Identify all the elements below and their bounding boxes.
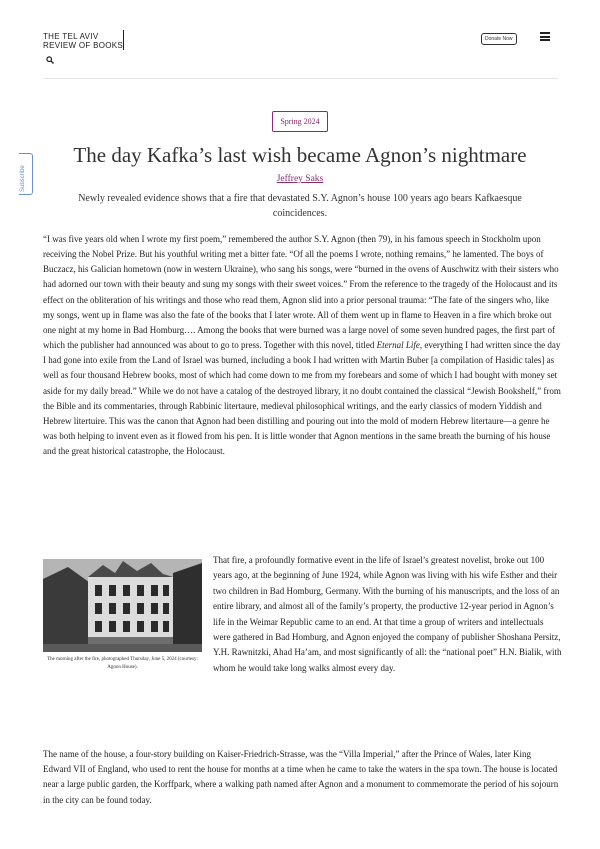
article-subtitle: Newly revealed evidence shows that a fire that devastated S.Y. Agnon’s house 100 years ago bears Kafkaesque coincidences.: [78, 193, 522, 219]
site-header: [43, 30, 558, 52]
logo-line-2: REVIEW OF BOOKS: [43, 41, 124, 50]
header-divider: [43, 78, 558, 79]
issue-season-badge[interactable]: Spring 2024: [272, 111, 328, 132]
article-photo: [43, 559, 202, 652]
book-title-italic: Eternal Life: [376, 340, 420, 351]
hamburger-menu-icon[interactable]: [540, 32, 550, 41]
search-icon[interactable]: [46, 56, 54, 64]
site-logo[interactable]: [43, 32, 123, 50]
logo-divider: [123, 30, 124, 50]
paragraph-1-text-b: , everything I had written since the day I had gone into exile from the Land of Israel was burned, including a book I had written with Martin Buber [a compilation of Hasidic tales] as well as four thousand Hebrew books, most of which had come down to me from my forebears and some of which I had bought with money set aside for my daily bread.” While we do not have a catalog of the destroyed library, it no doubt contained the classical “Jewish Bookshelf,” from the Bible and its commentaries, through Rabbinic litertaure, medieval philosophical writings, and the early classics of modern Yiddish and Hebrew litertuire. This was the canon that Agnon had been distilling and pouring out into the mold of modern Hebrew litertaure—a genre he was both helping to invent even as it flowed from his pen. It is little wonder that Agnon mentions in the same breath the burning of his house and the great historical catastrophe, the Holocaust.: [43, 340, 561, 457]
article-paragraph-3: The name of the house, a four-story building on Kaiser-Friedrich-Strasse, was the “Villa Imperial,” after the Prince of Wales, later King Edward VII of England, who used to rent the house for months at a time when he came to take the waters in the spa town. The house is located near a large public garden, the Korffpark, where a walking path named after Agnon and a monument to commemorate the period of his sojourn in the city can be found today.: [43, 749, 559, 805]
subscribe-label: Subscribe: [20, 165, 26, 192]
author-link[interactable]: Jeffrey Saks: [276, 174, 324, 184]
article-paragraph-1: [43, 232, 561, 459]
article-paragraph-2: That fire, a profoundly formative event in the life of Israel’s greatest novelist, broke out 100 years ago, at the beginning of June 1924, while Agnon was living with his wife Esther and their two children in Bad Homburg, Germany. With the burning of his manuscripts, and the loss of an entire library, and almost all of the family’s property, the productive 12-year period in Agnon’s life in the Weimar Republic came to an end. At that time a group of writers and intellectuals were gathered in Bad Homburg, and Agnon enjoyed the company of publisher Shoshana Persitz, Y.H. Rawnitzki, Ahad Ha’am, and most significantly of all: the “national poet” H.N. Bialik, with whom he would take long walks almost every day.: [213, 555, 562, 673]
logo-line-1: THE TEL AVIV: [43, 32, 99, 41]
donate-button[interactable]: Donate Now: [481, 33, 517, 45]
paragraph-1-text-a: “I was five years old when I wrote my first poem,” remembered the author S.Y. Agnon (then 79), in his famous speech in Stockholm upon receiving the Nobel Prize. But his youthful writing met a bitter fate. “Of all the poems I wrote, nothing remains,” he lamented. The boys of Buczacz, his Galician hometown (now in western Ukraine), who sang his songs, were “burned in the ovens of Auschwitz with their sisters who had adorned our town with their beauty and sung my songs with their sweet voices.” From the reference to the tragedy of the Holocaust and its effect on the obliteration of his writings and those who read them, Agnon slid into a prior personal trauma: “The fate of the singers who, like my songs, went up in flame was also the fate of the books that I later wrote. All of them went up in flame to Heaven in a fire which broke out one night at my home in Bad Homburg…. Among the books that were burned was a large novel of some seven hundred pages, the first part of which the publisher had announced was about to go to press. Together with this novel, titled: [43, 234, 559, 351]
article-title: The day Kafka’s last wish became Agnon’s nightmare: [73, 143, 527, 167]
photo-caption: The morning after the fire, photographed Thursday, June 5, 2024 (courtesy: Agnon House).: [47, 657, 198, 670]
